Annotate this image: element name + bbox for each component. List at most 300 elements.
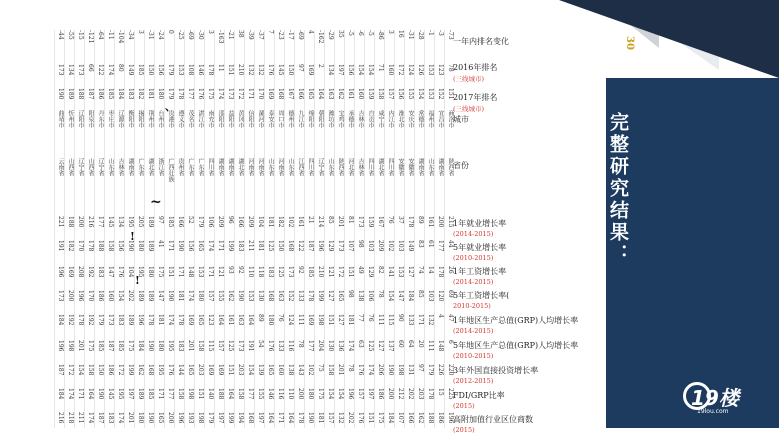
column-header-sub: 2010-2015) [453,302,491,310]
column-header [453,365,603,385]
table-cell: 189 [137,290,144,302]
table-cell: 127 [407,266,414,278]
table-cell: 185 [147,388,154,400]
table-cell: 190 [307,412,314,424]
table-cell: 78 [377,290,384,298]
table-cell: 221 [57,216,64,228]
table-cell: 河南省 [277,158,284,176]
table-cell: -163 [217,30,224,44]
table-cell: 180 [307,388,314,400]
table-cell: 荆州市 [147,110,154,128]
table-cell: -17 [287,30,294,40]
table-cell: 138 [357,290,364,302]
table-cell: 125 [267,240,274,252]
table-cell: 89 [417,216,424,224]
table-cell: 190 [177,240,184,252]
table-cell: -162 [317,30,324,44]
table-cell: 75 [317,364,324,372]
table-cell: 安徽省 [397,158,404,176]
table-cell: 11 [217,64,224,72]
column-header [453,160,603,171]
table-cell: 161 [347,88,354,100]
table-cell: 176 [357,364,364,376]
table-cell: 179 [97,314,104,326]
table-cell: 133 [297,290,304,302]
table-cell: 81 [347,216,354,224]
table-cell: 181 [157,314,164,326]
table-cell: 200 [387,388,394,400]
table-cell: 189 [147,290,154,302]
table-cell: 174 [167,314,174,326]
table-cell: 209 [377,240,384,252]
table-cell: 枣庄市 [107,110,114,128]
table-cell: 173 [237,340,244,352]
table-cell: 196 [347,388,354,400]
table-cell: 202 [347,412,354,424]
table-cell: 174 [367,364,374,376]
table-cell: 泰安市 [267,110,274,128]
table-cell: 200 [167,412,174,424]
table-cell: 168 [147,364,154,376]
table-cell: 漯河市 [257,110,264,128]
table-cell: -69 [297,30,304,40]
table-cell: 179 [167,88,174,100]
table-cell: 26 [447,266,454,274]
table-cell: 171 [247,88,254,100]
table-cell: 201 [187,340,194,352]
column-header-sub: (三线城市) [453,105,485,113]
table-cell: 212 [397,388,404,400]
table-cell: 176 [357,412,364,424]
table-cell: 160 [107,290,114,302]
table-cell: 154 [387,290,394,302]
table-cell: 77 [357,314,364,322]
table-cell: 山西省 [67,158,74,176]
table-cell: 171 [177,266,184,278]
table-cell: 湖南省 [217,158,224,176]
table-cell: 174 [87,412,94,424]
table-cell: 110 [287,388,294,400]
table-cell: 150 [287,64,294,76]
table-cell: 179 [427,364,434,376]
table-cell: 151 [197,388,204,400]
table-cell: 170 [257,88,264,100]
table-cell: 178 [147,314,154,326]
table-cell: -5 [367,30,374,36]
table-cell: -69 [187,30,194,40]
table-cell: 190 [237,290,244,302]
table-cell: 吉林省 [357,158,364,176]
table-cell: 211 [247,240,254,252]
table-cell: 山东省 [327,158,334,176]
table-cell: 湖南省 [227,158,234,176]
column-header-label: 一年内排名变化 [453,37,509,46]
table-cell: 153 [177,64,184,76]
table-cell: 126 [417,64,424,76]
table-cell: 184 [387,412,394,424]
table-cell: 131 [407,364,414,376]
table-cell: 145 [107,216,114,228]
table-cell: 111 [377,314,384,326]
table-cell: -34 [127,30,134,40]
table-cell: 186 [97,290,104,302]
table-cell: 188 [67,216,74,228]
table-cell: 198 [197,412,204,424]
table-cell: -64 [97,30,104,40]
table-cell: 195 [167,340,174,352]
column-header-label: FDI/GRP比率 [453,391,505,400]
table-cell: 181 [257,240,264,252]
table-cell: 162 [227,290,234,302]
table-cell: -1 [427,30,434,36]
table-cell: 92 [297,266,304,274]
table-cell: 171 [217,240,224,252]
table-cell: 49 [357,266,364,274]
column-header [453,92,603,113]
table-cell: 曲靖市 [57,110,64,128]
table-cell: 211 [77,412,84,424]
table-cell: 209 [247,216,254,228]
table-cell: 218 [67,412,74,424]
column-header-label: 2017年排名 [453,93,498,102]
table-cell: 116 [277,388,284,400]
table-cell: 166 [177,216,184,228]
table-cell: 安庆市 [407,110,414,128]
table-cell: 201 [337,216,344,228]
table-cell: 161 [227,314,234,326]
table-cell: 71 [377,64,384,72]
table-cell: 益阳市 [227,110,234,128]
table-cell: 176 [197,88,204,100]
side-title: 完整研究结果： [607,112,629,266]
column-header [453,340,603,360]
table-cell: 163 [237,314,244,326]
table-cell: 172 [117,364,124,376]
table-cell: -86 [377,30,384,40]
table-cell: 174 [107,64,114,76]
column-header [453,315,603,335]
table-cell: 151 [367,412,374,424]
table-cell: 149 [407,240,414,252]
table-cell: 河北省 [347,158,354,176]
table-cell: 130 [327,340,334,352]
table-cell: 52 [187,216,194,224]
table-cell: 176 [267,64,274,76]
table-cell: 78 [297,340,304,348]
table-cell: 147 [397,290,404,302]
table-cell: 湛江市 [197,110,204,128]
table-cell: 127 [327,290,334,302]
table-cell: 181 [177,290,184,302]
table-cell: 220 [447,364,454,376]
table-cell: 103 [367,240,374,252]
table-cell: 169 [207,364,214,376]
table-cell: 194 [237,412,244,424]
table-cell: 111 [427,340,434,352]
table-cell: 118 [257,266,264,278]
table-cell: 169 [267,88,274,100]
table-cell: 151 [327,314,334,326]
table-cell: 198 [317,314,324,326]
table-cell: 15 [437,388,444,396]
table-cell: 常德市 [417,110,424,128]
table-cell: 197 [127,388,134,400]
table-cell: 74 [417,266,424,274]
table-cell: 188 [427,412,434,424]
table-cell: 202 [407,388,414,400]
table-cell: 173 [227,88,234,100]
table-cell: 157 [357,388,364,400]
table-cell: 103 [427,290,434,302]
table-cell: 123 [437,64,444,76]
table-cell: 132 [337,412,344,424]
table-cell: 191 [247,340,254,352]
table-cell: 朝阳市 [317,110,324,128]
column-header [453,218,603,238]
table-cell: 175 [207,88,214,100]
table-cell: 187 [87,88,94,100]
table-cell: 200 [297,388,304,400]
table-cell: 内江市 [387,110,394,128]
table-cell: 152 [287,290,294,302]
table-cell: 台州市 [157,110,164,128]
table-cell: 139 [257,364,264,376]
table-cell: 216 [87,216,94,228]
table-cell: 171 [277,412,284,424]
table-cell: 166 [237,216,244,228]
table-cell: 151 [447,88,454,100]
table-cell: 151 [347,266,354,278]
table-cell: 132 [247,64,254,76]
table-cell: 103 [397,240,404,252]
table-cell: 山东省 [427,158,434,176]
table-cell: 136 [337,340,344,352]
table-cell: 153 [427,88,434,100]
table-cell: 168 [277,88,284,100]
table-cell: 174 [207,240,214,252]
table-cell: 181 [267,216,274,228]
table-cell: 180 [267,314,274,326]
table-cell: 188 [97,240,104,252]
table-cell: 124 [287,314,294,326]
column-header-label: 2016年排名 [453,63,498,72]
table-cell: -37 [257,30,264,40]
column-header-sub: (2014-2015) [453,278,494,286]
table-cell: 104 [127,266,134,278]
table-cell: 127 [337,314,344,326]
table-cell: 196 [177,412,184,424]
table-cell: 204 [317,340,324,352]
table-cell: 177 [187,88,194,100]
table-cell: -24 [157,30,164,40]
table-cell: -25 [177,30,184,40]
table-cell: 148 [437,340,444,352]
table-cell: 190 [147,340,154,352]
table-cell: 155 [407,88,414,100]
column-header [453,414,603,434]
table-cell: 165 [157,412,164,424]
watermark-logo [683,378,753,415]
table-cell: 125 [367,340,374,352]
table-cell: -104 [117,30,124,44]
table-cell: 163 [277,290,284,302]
table-cell: 80 [117,64,124,72]
table-cell: 203 [237,364,244,376]
table-cell: 166 [407,412,414,424]
page-number: 30 [624,36,635,50]
table-cell: 78 [347,364,354,372]
watermark-url: 19lou.com [697,408,729,415]
table-cell: 陕西省 [447,158,454,176]
table-cell: 93 [227,266,234,274]
column-header [453,290,603,310]
table-cell: 196 [57,340,64,352]
table-cell: 177 [97,216,104,228]
table-cell: 115 [207,340,214,352]
table-cell: 76 [367,314,374,322]
table-cell: 183 [127,88,134,100]
table-cell: 190 [127,240,134,252]
table-cell: 江西省 [297,158,304,176]
table-cell: -23 [277,30,284,40]
table-cell: 四川省 [307,158,314,176]
table-cell: 154 [247,364,254,376]
table-cell: 邵阳市 [217,110,224,128]
table-cell: -31 [147,30,154,40]
table-cell: -5 [347,30,354,36]
table-cell: 196 [317,240,324,252]
column-header [453,36,603,47]
table-cell: 199 [227,240,234,252]
table-cell: 177 [437,240,444,252]
table-cell: 201 [77,340,84,352]
table-cell: 190 [147,412,154,424]
column-header-sub: (2015) [453,402,475,410]
table-cell: 遵义市 [177,110,184,128]
table-cell: 172 [67,364,74,376]
table-cell: 173 [57,290,64,302]
table-cell: 122 [297,240,304,252]
table-cell: 216 [57,412,64,424]
table-cell: 14 [427,266,434,274]
table-cell: 162 [417,412,424,424]
table-cell: 辽阳市 [77,110,84,128]
table-cell: 16 [397,30,404,38]
table-cell: 辽宁省 [77,158,84,176]
table-cell: 166 [297,88,304,100]
watermark-text: 19楼 [691,386,739,410]
table-cell: 181 [317,412,324,424]
table-cell: 162 [337,88,344,100]
table-cell: 176 [267,340,274,352]
table-cell: 174 [117,412,124,424]
table-cell: 175 [377,412,384,424]
table-cell: 宝鸡市 [337,110,344,128]
table-cell: 169 [187,314,194,326]
table-cell: 173 [57,64,64,76]
table-cell: 180 [157,88,164,100]
table-cell: 150 [277,240,284,252]
table-cell: 184 [407,290,414,302]
table-cell: 144 [177,364,184,376]
table-cell: 168 [247,412,254,424]
table-cell: -39 [247,30,254,40]
table-cell: 九江市 [297,110,304,128]
table-cell: 196 [447,412,454,424]
table-cell: 133 [407,314,414,326]
table-cell: -55 [67,30,74,40]
table-cell: 165 [337,290,344,302]
table-cell: 107 [397,412,404,424]
table-cell: 四川省 [387,158,394,176]
table-cell: 120 [437,290,444,302]
table-cell: 165 [267,364,274,376]
table-cell: 158 [237,388,244,400]
table-cell: 湖北省 [377,158,384,176]
table-cell: 196 [137,314,144,326]
table-cell: 97 [157,216,164,224]
table-cell: 154 [357,64,364,76]
table-cell: 199 [227,412,234,424]
table-cell: 178 [177,88,184,100]
table-cell: 206 [377,364,384,376]
table-cell: 134 [117,216,124,228]
table-cell: 183 [177,340,184,352]
table-cell: 151 [227,64,234,76]
table-cell: 201 [337,364,344,376]
table-cell: 158 [87,364,94,376]
table-cell: 145 [277,64,284,76]
table-cell: 安徽省 [407,158,414,176]
table-cell: 164 [317,88,324,100]
table-cell: 183 [237,240,244,252]
table-cell: 178 [297,412,304,424]
table-cell: 82 [377,266,384,274]
table-cell: 181 [347,314,354,326]
table-cell: 7 [267,30,274,34]
table-cell: -6 [357,30,364,36]
table-cell: 4 [437,314,444,318]
table-cell: 德州市 [287,110,294,128]
table-cell: 76 [387,216,394,224]
table-cell: 108 [187,64,194,76]
table-cell: 154 [327,388,334,400]
table-cell: 177 [247,388,254,400]
table-cell: 203 [197,364,204,376]
table-cell: 199 [127,364,134,376]
table-cell: 193 [187,412,194,424]
table-cell: 156 [157,64,164,76]
table-cell: 147 [107,266,114,278]
table-cell: 129 [367,266,374,278]
table-cell: 215 [447,216,454,228]
column-header-label: 5年就业增长率 [453,243,507,252]
scan-mark: 、 [165,100,176,113]
table-cell: 190 [387,364,394,376]
table-cell: 178 [87,240,94,252]
table-cell: 161 [297,216,304,228]
table-cell: 190 [57,88,64,100]
table-cell: 182 [277,216,284,228]
table-cell: 64 [407,340,414,348]
table-cell: 41 [157,240,164,248]
column-header-label: 1年地区生产总值(GRP)人均增长率 [453,316,579,325]
table-cell: 20 [417,340,424,348]
table-cell: 202 [127,290,134,302]
table-cell: 湖南省 [417,158,424,176]
table-cell: 176 [117,266,124,278]
column-header-sub: (2014-2015) [453,230,494,238]
